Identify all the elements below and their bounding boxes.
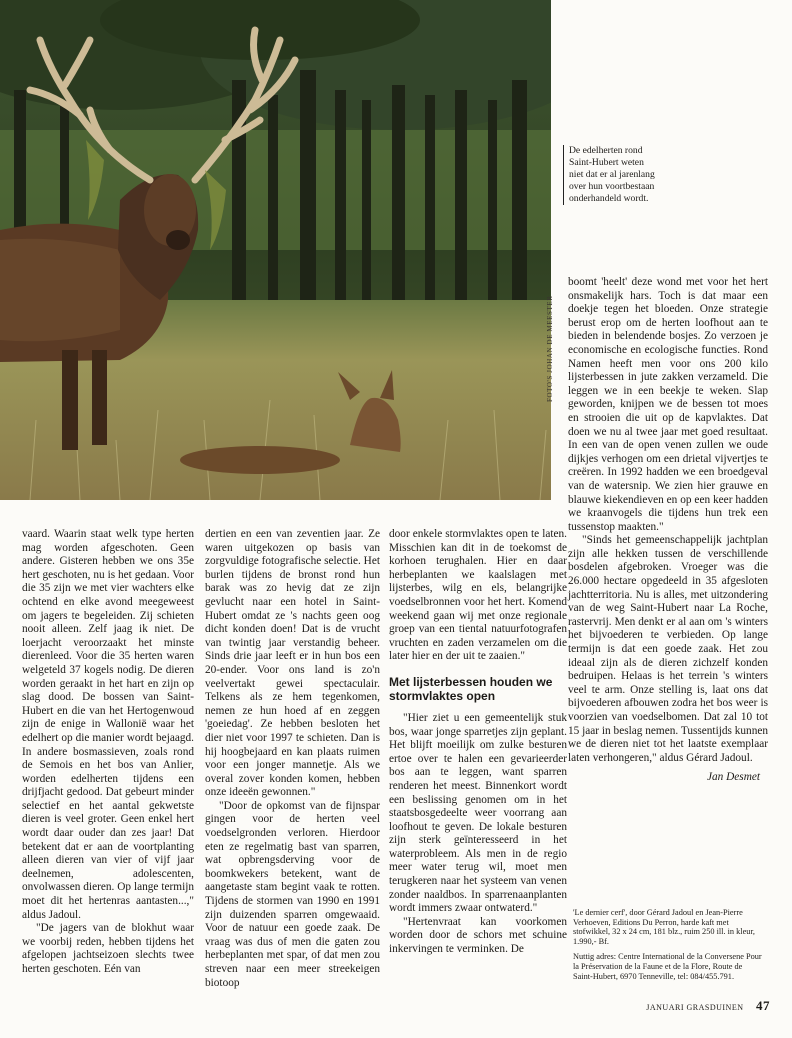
paragraph: vaard. Waarin staat welk type herten mag worden afgeschoten. Geen andere. Gisteren hebben we ons 35e hert geschoten, nu is het gedaan. Voor die 35 zijn we met vier wachters elke ochtend en elke avond meegeweest om jagers te begeleiden. Zij schieten nooit alleen. Zelf jaag ik niet. De loerjacht veroorzaakt het minste dierenleed. Voor die 35 herten waren welgeteld 37 kogels nodig. De dieren worden geraakt in het hart en zijn op slag dood. De bossen van Saint-Hubert en die van het Hertogenwoud zijn de enige in Wallonië waar het edelhert op die manier wordt bejaagd. In andere bosmassieven, zoals rond de Semois en het bos van Anlier, worden edelherten tijdens een drijfjacht gedood. Dat gebeurt minder selectief en het aantal gekwetste dieren is veel groter. Geen enkel hert wordt daar ouder dan zes jaar! Dat betekent dat er aan de voortplanting alleen dieren van vier of vijf jaar deelnemen, adolescenten, onvolwassen dieren. Op lange termijn moet dit het hertenras aantasten...," aldus Jadoul. — [22, 528, 194, 921]
paragraph: dertien en een van zeventien jaar. Ze waren uitgekozen op basis van zorgvuldige fotografische selectie. Het burlen tijdens de bronst rond hun barak was zo hevig dat ze zijn gevlucht naar een hotel in Saint-Hubert omdat ze 's nachts geen oog dicht konden doen! Dat is de vrucht van twintig jaar verstandig beheer. Sinds drie jaar leeft er in hun bos een 20-ender. Voor ons land is zo'n veelvertakt gewei spectaculair. Telkens als ze hem tegenkomen, nemen ze hun hoed af en zeggen 'goeiedag'. Ze hebben besloten het dier niet voor 1997 te schieten. Dan is hij hoogbejaard en kan plaats ruimen voor een jonger mannetje. Als we overal zover konden komen, hebben onze ideeën gewonnen." — [205, 528, 380, 799]
article-column-1 — [22, 528, 194, 977]
deer-photo — [0, 0, 551, 500]
section-subheading: Met lijsterbessen houden we stormvlaktes open — [389, 674, 553, 703]
book-reference: 'Le dernier cerf', door Gérard Jadoul en Jean-Pierre Verhoeven, Editions Du Perron, harde kaft met stofwikkel, 32 x 24 cm, 181 blz., ruim 250 ill. in kleur, 1.990,- Bf. — [573, 908, 755, 946]
paragraph: door enkele stormvlaktes open te laten. Misschien kan dit in de toekomst de korhoen terughalen. Hier en daar herbeplanten we kaalslagen met lijsterbes, wilg en els, belangrijke voedselbronnen voor het hert. Komend weekend gaan wij met onze regionale groep van een tiental natuurfotografen vruchten en zaden verzamelen om die later hier en der uit te zaaien." — [389, 528, 567, 663]
useful-address: Nuttig adres: Centre International de la Conversene Pour la Préservation de la Faune et de la Flore, Route de Saint-Hubert, 6970 Tenneville, tel: 084/455.791. — [573, 952, 762, 981]
paragraph: "De jagers van de blokhut waar we voorbij reden, hebben tijdens het afgelopen jachtseizoen slechts twee herten geschoten. Eén van — [22, 922, 194, 975]
article-column-3 — [389, 528, 567, 957]
book-info-note — [573, 908, 763, 987]
author-byline: Jan Desmet — [706, 771, 760, 784]
page-number: 47 — [756, 998, 770, 1013]
paragraph: "Hertenvraat kan voorkomen worden door de schors met schuine inkervingen te verminken. De — [389, 915, 567, 956]
paragraph: "Door de opkomst van de fijnspar gingen voor de herten veel voedselgronden verloren. Hierdoor eten ze regelmatig bast van sparren, wat opbrengsderving voor de boomkwekers betekent, want de aangetaste stam begint vaak te rotten. Tijdens de stormen van 1990 en 1991 zijn duizenden sparren omgewaaid. Voor de natuur een goede zaak. De vraag was dus of men die gaten zou herbeplanten met spar, of dat men zou streven naar een meer streekeigen biotoop — [205, 799, 380, 989]
paragraph: boomt 'heelt' deze wond met voor het hert onsmakelijk hars. Toch is dat maar een doekje tegen het bloeden. Onze strategie berust erop om de herten loofhout aan te bieden in belendende bosjes. Zo verzoen je economische en ecologische functies. Rond Namen heeft men voor ons 200 kilo lijsterbessen in jute zakken verzameld. Die leggen we in een beekje te weken. Slap geworden, knijpen we de bessen tot moes en strooien die uit op de kapvlaktes. Dat doen we nu al twee jaar met goed resultaat. In een van de open venen zullen we oude dijkjes verhogen om een drietal vijvertjes te creëren. In 1992 hadden we een broedgeval van de watersnip. We zien hier grauwe en blauwe kiekendieven en op een keer hadden we kraanvogels die tijdens hun trek een tussenstop maakten." — [568, 276, 768, 533]
deer-photo-illustration — [0, 0, 551, 500]
article-column-4 — [568, 276, 768, 785]
paragraph: "Sinds het gemeenschappelijk jachtplan zijn alle hekken tussen de verschillende bosdelen afgebroken. Vroeger was die 26.000 hectare opgedeeld in 35 afgesloten jachtterritoria. Nu is alles, met uitzondering van de weg Saint-Hubert naar La Roche, rastervrij. Men denkt er al aan om 's winters het bijvoederen te verbieden. Op lange termijn is dat een goede zaak. Het zou ideaal zijn als de dieren zichzelf konden bedruipen. Helaas is het terrein 's winters veel te arm. Onze stelling is, laat ons dat bijvoederen afbouwen zodra het bos weer is voorzien van voedselbomen. Dat zal 10 tot 15 jaar in beslag nemen. Tussentijds kunnen we de dieren niet tot het laatste exemplaar laten verhongeren," aldus Gérard Jadoul. — [568, 534, 768, 764]
magazine-issue: JANUARI GRASDUINEN — [646, 1003, 744, 1012]
paragraph: "Hier ziet u een gemeentelijk stuk bos, waar jonge sparretjes zijn geplant. Het blijft moeilijk om zulke besturen ertoe over te halen een gevarieerder bos aan te leggen, want sparren renderen het meest. Binnenkort wordt een beslissing genomen om in het staatsbosgedeelte weer voorrang aan loofhout te geven. De lokale besturen zijn sterk geïnteresseerd in het waterprobleem. Als men in de regio meer water terug wil, moet men terugkeren naar het systeem van venen zonder naaldbos. In sparrenaanplanten wordt immers zwaar ontwaterd." — [389, 711, 567, 915]
photo-credit: FOTO'S JOHAN DE MEESTER — [546, 295, 554, 402]
photo-caption: De edelherten rond Saint-Hubert weten niet dat er al jarenlang over hun voortbestaan onderhandeld wordt. — [563, 145, 659, 205]
article-column-2 — [205, 528, 380, 990]
page-footer — [646, 998, 770, 1014]
